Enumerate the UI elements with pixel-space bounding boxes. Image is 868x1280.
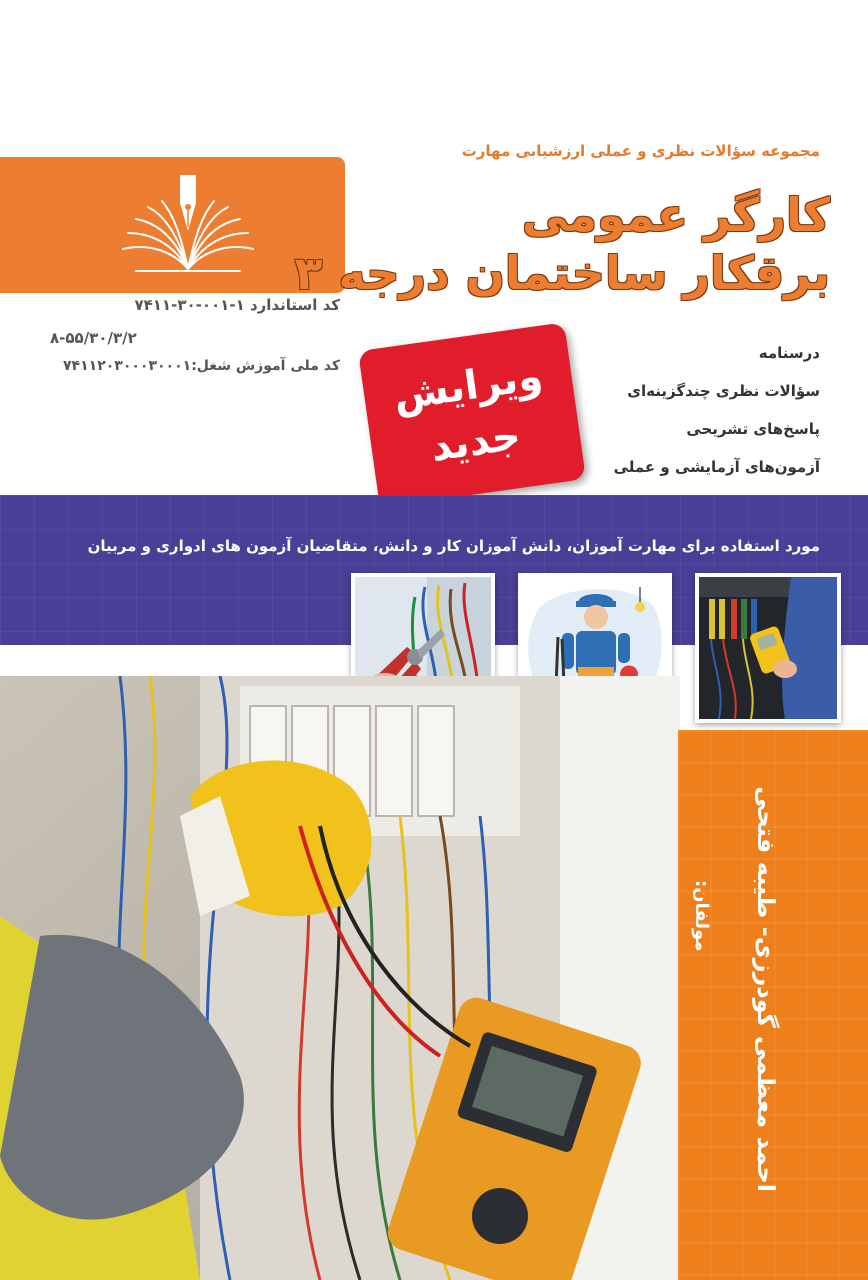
standard-code: کد استاندارد ۱-۰۰۱-۳۰-۷۴۱۱ [134, 296, 340, 314]
feature-list [570, 334, 820, 486]
feature-item: آزمون‌های آزمایشی و عملی [613, 458, 820, 476]
feature-item: پاسخ‌های تشریحی [686, 420, 820, 438]
multimeter-panel-photo [695, 573, 841, 723]
title-line-2: برقکار ساختمان درجه ۳ [294, 246, 830, 300]
electrician-gloves-multimeter-photo [0, 676, 680, 1280]
open-book-pen-icon [118, 169, 258, 281]
book-title [294, 186, 830, 302]
authors-names: احمد معظمی گودرزی- طیبه فتحی [752, 786, 780, 1192]
feature-item: درسنامه [758, 344, 820, 362]
national-code: کد ملی آموزش شغل:۷۴۱۱۲۰۳۰۰۰۳۰۰۰۱ [63, 358, 340, 374]
badge-line-1: ویرایش [390, 353, 546, 420]
series-title: مجموعه سؤالات نظری و عملی ارزشیابی مهارت [461, 142, 820, 160]
title-line-1: کارگر عمومی [521, 188, 830, 242]
audience-text: مورد استفاده برای مهارت آموزان، دانش آموزان کار و دانش، متقاضیان آزمون های ادواری و مربیان [87, 537, 820, 555]
new-edition-badge [358, 322, 586, 507]
feature-item: سؤالات نظری چندگزینه‌ای [627, 382, 820, 400]
standard-code-line-2: ۸-۵۵/۳۰/۳/۲ [50, 329, 137, 347]
authors-label: مولفان: [691, 880, 712, 952]
badge-line-2: جدید [427, 412, 524, 471]
